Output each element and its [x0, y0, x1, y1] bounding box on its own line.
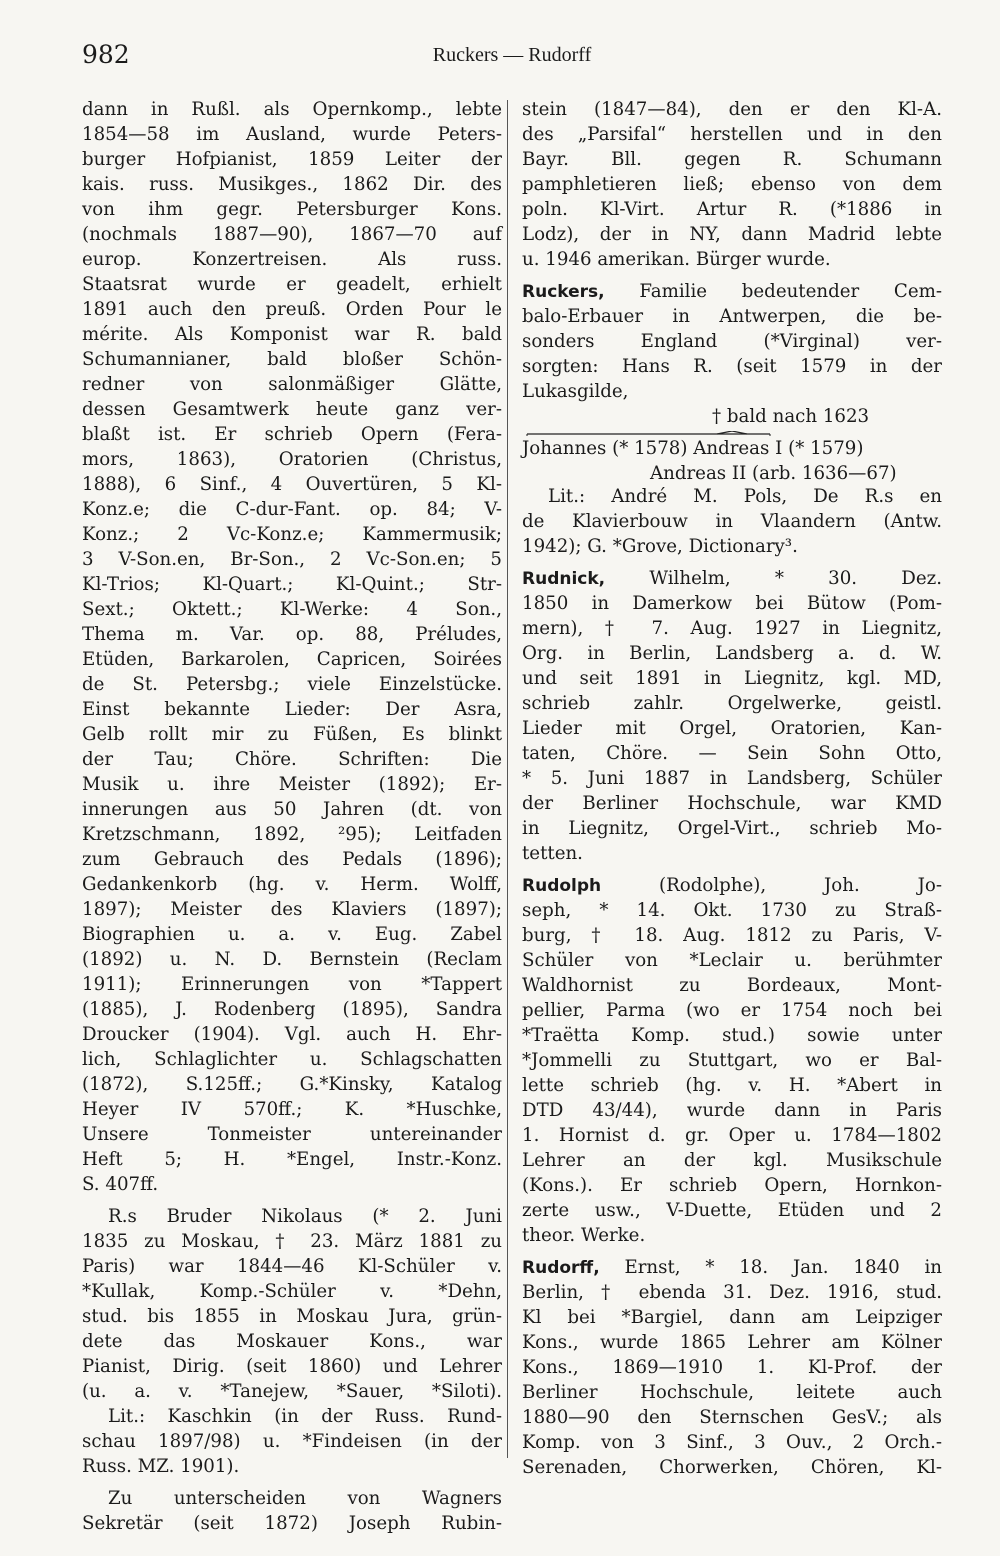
- family-tree: [522, 404, 942, 484]
- entry-headword: Rudnick,: [522, 569, 606, 589]
- text-line: Thema m. Var. op. 88, Préludes,: [82, 624, 502, 645]
- page-header: [82, 40, 942, 80]
- text-line: DTD 43/44), wurde dann in Paris: [522, 1100, 942, 1121]
- text-line: schrieb zahlr. Orgelwerke, geistl.: [522, 693, 942, 714]
- text-line: S. 407ff.: [82, 1174, 159, 1195]
- text-line: kais. russ. Musikges., 1862 Dir. des: [82, 174, 502, 195]
- running-head: Ruckers — Rudorff: [432, 44, 592, 66]
- text-line: *Traëtta Komp. stud.) sowie unter: [522, 1025, 942, 1046]
- text-line: 1850 in Damerkow bei Bütow (Pom-: [522, 593, 942, 614]
- text-line: Sekretär (seit 1872) Joseph Rubin-: [82, 1513, 502, 1534]
- text-line: Russ. MZ. 1901).: [82, 1456, 240, 1477]
- text-line: pamphletieren ließ; ebenso von dem: [522, 174, 942, 195]
- text-line: der Tau; Chöre. Schriften: Die: [82, 749, 502, 770]
- text-line: (1872), S.125ff.; G.*Kinsky, Katalog: [82, 1074, 502, 1095]
- text-line: balo-Erbauer in Antwerpen, die be-: [522, 306, 942, 327]
- text-line: und seit 1891 in Liegnitz, kgl. MD,: [522, 668, 942, 689]
- text-line: (nochmals 1887—90), 1867—70 auf: [82, 224, 502, 245]
- text-line: Droucker (1904). Vgl. auch H. Ehr-: [82, 1024, 502, 1045]
- entry-headword: Ruckers,: [522, 282, 605, 302]
- text-line: Heyer IV 570ff.; K. *Huschke,: [82, 1099, 502, 1120]
- text-line: Lieder mit Orgel, Oratorien, Kan-: [522, 718, 942, 739]
- text-line: de Klavierbouw in Vlaandern (Antw.: [522, 511, 942, 532]
- text-line: schau 1897/98) u. *Findeisen (in der: [82, 1431, 502, 1452]
- text-line: Serenaden, Chorwerken, Chören, Kl-: [522, 1457, 942, 1478]
- text-line: mors, 1863), Oratorien (Christus,: [82, 449, 502, 470]
- entry-headword: Rudolph: [522, 876, 602, 896]
- text-line: Gedankenkorb (hg. v. Herm. Wolff,: [82, 874, 502, 895]
- text-line: Musik u. ihre Meister (1892); Er-: [82, 774, 502, 795]
- text-line: u. 1946 amerikan. Bürger wurde.: [522, 249, 831, 270]
- text-line: 3 V-Son.en, Br-Son., 2 Vc-Son.en; 5: [82, 549, 502, 570]
- text-line: Konz.e; die C-dur-Fant. op. 84; V-: [82, 499, 502, 520]
- text-line: Schüler von *Leclair u. berühmter: [522, 950, 942, 971]
- text-line: taten, Chöre. — Sein Sohn Otto,: [522, 743, 942, 764]
- text-line: Unsere Tonmeister untereinander: [82, 1124, 502, 1145]
- text-line: mern), † 7. Aug. 1927 in Liegnitz,: [522, 618, 942, 639]
- text-line: seph, * 14. Okt. 1730 zu Straß-: [522, 900, 942, 921]
- text-line: stud. bis 1855 in Moskau Jura, grün-: [82, 1306, 502, 1327]
- text-line: redner von salonmäßiger Glätte,: [82, 374, 502, 395]
- text-line: dete das Moskauer Kons., war: [82, 1331, 502, 1352]
- text-line: innerungen aus 50 Jahren (dt. von: [82, 799, 502, 820]
- text-line: Lit.: André M. Pols, De R.s en: [548, 486, 942, 507]
- text-line: stein (1847—84), den er den Kl-A.: [522, 99, 942, 120]
- text-line: des „Parsifal“ herstellen und in den: [522, 124, 942, 145]
- text-line: 1891 auch den preuß. Orden Pour le: [82, 299, 502, 320]
- text-line: pellier, Parma (wo er 1754 noch bei: [522, 1000, 942, 1021]
- text-line: R.s Bruder Nikolaus (* 2. Juni: [108, 1206, 502, 1227]
- page-number: 982: [82, 40, 130, 69]
- text-line: Rudolph (Rodolphe), Joh. Jo-: [522, 875, 942, 896]
- text-line: (1892) u. N. D. Bernstein (Reclam: [82, 949, 502, 970]
- text-line: Kl bei *Bargiel, dann am Leipziger: [522, 1307, 942, 1328]
- text-line: Staatsrat wurde er geadelt, erhielt: [82, 274, 502, 295]
- text-line: 1942); G. *Grove, Dictionary³.: [522, 536, 798, 557]
- text-line: Berliner Hochschule, leitete auch: [522, 1382, 942, 1403]
- text-line: Waldhornist zu Bordeaux, Mont-: [522, 975, 942, 996]
- text-line: Kretzschmann, 1892, ²95); Leitfaden: [82, 824, 502, 845]
- text-line: 1911); Erinnerungen von *Tappert: [82, 974, 502, 995]
- text-line: Komp. von 3 Sinf., 3 Ouv., 2 Orch.-: [522, 1432, 942, 1453]
- text-line: Pianist, Dirig. (seit 1860) und Lehrer: [82, 1356, 502, 1377]
- text-line: dessen Gesamtwerk heute ganz ver-: [82, 399, 502, 420]
- text-line: sorgten: Hans R. (seit 1579 in der: [522, 356, 942, 377]
- entry-headword: Rudorff,: [522, 1258, 600, 1278]
- text-line: (u. a. v. *Tanejew, *Sauer, *Siloti).: [82, 1381, 502, 1402]
- text-line: in Liegnitz, Orgel-Virt., schrieb Mo-: [522, 818, 942, 839]
- text-line: tetten.: [522, 843, 583, 864]
- text-line: (1885), J. Rodenberg (1895), Sandra: [82, 999, 502, 1020]
- text-line: Rudnick, Wilhelm, * 30. Dez.: [522, 568, 942, 589]
- text-line: mérite. Als Komponist war R. bald: [82, 324, 502, 345]
- text-line: Schumannianer, bald bloßer Schön-: [82, 349, 502, 370]
- text-line: 1835 zu Moskau, † 23. März 1881 zu: [82, 1231, 502, 1252]
- text-line: 1. Hornist d. gr. Oper u. 1784—1802: [522, 1125, 942, 1146]
- text-line: Kons., wurde 1865 Lehrer am Kölner: [522, 1332, 942, 1353]
- text-line: * 5. Juni 1887 in Landsberg, Schüler: [522, 768, 942, 789]
- tree-grandchild: Andreas II (arb. 1636—67): [650, 463, 897, 484]
- text-line: 1888), 6 Sinf., 4 Ouvertüren, 5 Kl-: [82, 474, 502, 495]
- text-line: sonders England (*Virginal) ver-: [522, 331, 942, 352]
- text-line: Rudorff, Ernst, * 18. Jan. 1840 in: [522, 1257, 942, 1278]
- text-line: Biographien u. a. v. Eug. Zabel: [82, 924, 502, 945]
- text-line: der Berliner Hochschule, war KMD: [522, 793, 942, 814]
- text-line: Konz.; 2 Vc-Konz.e; Kammermusik;: [82, 524, 502, 545]
- text-line: dann in Rußl. als Opernkomp., lebte: [82, 99, 502, 120]
- text-line: 1854—58 im Ausland, wurde Peters-: [82, 124, 502, 145]
- text-line: lich, Schlaglichter u. Schlagschatten: [82, 1049, 502, 1070]
- text-line: europ. Konzertreisen. Als russ.: [82, 249, 502, 270]
- text-line: poln. Kl-Virt. Artur R. (*1886 in: [522, 199, 942, 220]
- text-line: Paris) war 1844—46 Kl-Schüler v.: [82, 1256, 502, 1277]
- text-line: Lodz), der in NY, dann Madrid lebte: [522, 224, 942, 245]
- right-column: [522, 97, 942, 1480]
- text-line: Bayr. Bll. gegen R. Schumann: [522, 149, 942, 170]
- text-line: *Jommelli zu Stuttgart, wo er Bal-: [522, 1050, 942, 1071]
- text-line: burger Hofpianist, 1859 Leiter der: [82, 149, 502, 170]
- text-line: theor. Werke.: [522, 1225, 646, 1246]
- text-line: de St. Petersbg.; viele Einzelstücke.: [82, 674, 502, 695]
- text-line: *Kullak, Komp.-Schüler v. *Dehn,: [82, 1281, 502, 1302]
- text-line: Lit.: Kaschkin (in der Russ. Rund-: [108, 1406, 502, 1427]
- text-line: Org. in Berlin, Landsberg a. d. W.: [522, 643, 942, 664]
- text-line: Ruckers, Familie bedeutender Cem-: [522, 281, 942, 302]
- text-line: Kl-Trios; Kl-Quart.; Kl-Quint.; Str-: [82, 574, 502, 595]
- text-line: lette schrieb (hg. v. H. *Abert in: [522, 1075, 942, 1096]
- tree-root: † bald nach 1623: [712, 406, 870, 427]
- text-line: Sext.; Oktett.; Kl-Werke: 4 Son.,: [82, 599, 502, 620]
- text-line: Lukasgilde,: [522, 381, 629, 402]
- text-line: 1897); Meister des Klaviers (1897);: [82, 899, 502, 920]
- text-line: 1880—90 den Sternschen GesV.; als: [522, 1407, 942, 1428]
- text-line: zum Gebrauch des Pedals (1896);: [82, 849, 502, 870]
- text-line: Zu unterscheiden von Wagners: [108, 1488, 502, 1509]
- text-line: Etüden, Barkarolen, Capricen, Soirées: [82, 649, 502, 670]
- left-column: [82, 97, 502, 1536]
- column-divider: [507, 100, 508, 1458]
- text-line: blaßt ist. Er schrieb Opern (Fera-: [82, 424, 502, 445]
- text-line: zerte usw., V-Duette, Etüden und 2: [522, 1200, 942, 1221]
- text-line: Heft 5; H. *Engel, Instr.-Konz.: [82, 1149, 502, 1170]
- text-line: von ihm gegr. Petersburger Kons.: [82, 199, 502, 220]
- tree-children: Johannes (* 1578) Andreas I (* 1579): [522, 438, 864, 459]
- text-line: (Kons.). Er schrieb Opern, Hornkon-: [522, 1175, 942, 1196]
- text-line: Lehrer an der kgl. Musikschule: [522, 1150, 942, 1171]
- text-line: Einst bekannte Lieder: Der Asra,: [82, 699, 502, 720]
- text-line: Gelb rollt mir zu Füßen, Es blinkt: [82, 724, 502, 745]
- text-line: Kons., 1869—1910 1. Kl-Prof. der: [522, 1357, 942, 1378]
- text-line: burg, † 18. Aug. 1812 zu Paris, V-: [522, 925, 942, 946]
- text-line: Berlin, † ebenda 31. Dez. 1916, stud.: [522, 1282, 942, 1303]
